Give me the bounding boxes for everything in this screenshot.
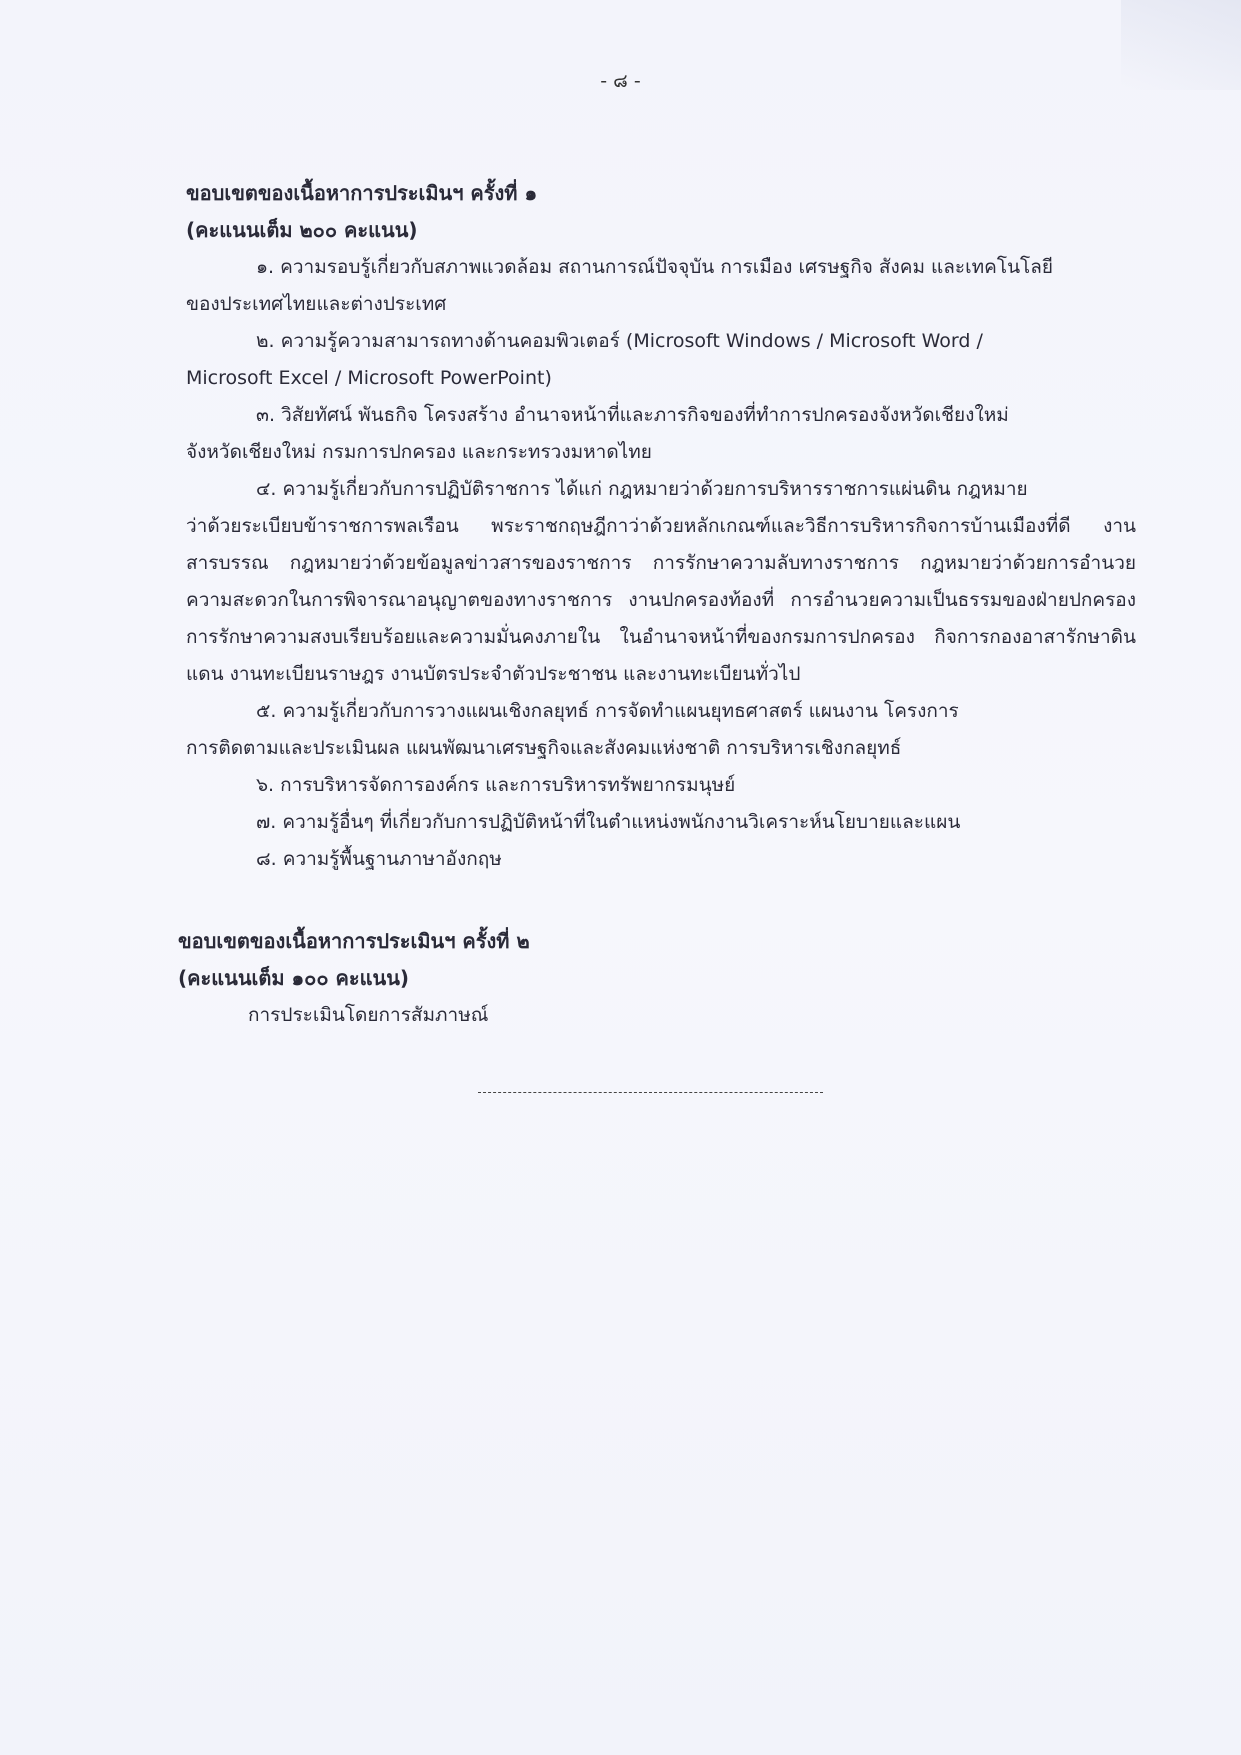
item-4-first: ๔. ความรู้เกี่ยวกับการปฏิบัติราชการ ได้แก่ กฎหมายว่าด้วยการบริหารราชการแผ่นดิน กฎหมาย xyxy=(256,478,1028,500)
section-2-score: (คะแนนเต็ม ๑๐๐ คะแนน) xyxy=(178,966,410,990)
item-1-first: ๑. ความรอบรู้เกี่ยวกับสภาพแวดล้อม สถานการณ์ปัจจุบัน การเมือง เศรษฐกิจ สังคม และเทคโนโลยี xyxy=(256,256,1054,278)
item-3-first: ๓. วิสัยทัศน์ พันธกิจ โครงสร้าง อำนาจหน้าที่และภารกิจของที่ทำการปกครองจังหวัดเชียงใหม่ xyxy=(256,404,1009,426)
section-1-score: (คะแนนเต็ม ๒๐๐ คะแนน) xyxy=(186,218,418,242)
list-item xyxy=(186,323,1136,397)
item-6-first: ๖. การบริหารจัดการองค์กร และการบริหารทรัพยากรมนุษย์ xyxy=(256,774,736,796)
item-2-first: ๒. ความรู้ความสามารถทางด้านคอมพิวเตอร์ (Microsoft Windows / Microsoft Word / xyxy=(256,330,983,352)
item-4-rest: ว่าด้วยระเบียบข้าราชการพลเรือน พระราชกฤษฎีกาว่าด้วยหลักเกณฑ์และวิธีการบริหารกิจการบ้านเมืองที่ดี งานสารบรรณ กฎหมายว่าด้วยข้อมูลข่าวสารของราชการ การรักษาความลับทางราชการ กฎหมายว่าด้วยการอำนวยความสะดวกในการพิจารณาอนุญาตของทางราชการ งานปกครองท้องที่ การอำนวยความเป็นธรรมของฝ่ายปกครอง การรักษาความสงบเรียบร้อยและความมั่นคงภายใน ในอำนาจหน้าที่ของกรมการปกครอง กิจการกองอาสารักษาดินแดน งานทะเบียนราษฎร งานบัตรประจำตัวประชาชน และงานทะเบียนทั่วไป xyxy=(186,515,1136,685)
list-item xyxy=(186,397,1136,471)
item-2-rest: Microsoft Excel / Microsoft PowerPoint) xyxy=(186,367,552,389)
item-1-rest: ของประเทศไทยและต่างประเทศ xyxy=(186,293,447,315)
end-divider xyxy=(478,1092,823,1093)
list-item xyxy=(186,841,1136,878)
section-round-2 xyxy=(178,923,1128,1034)
section-round-1 xyxy=(186,175,1136,878)
list-item xyxy=(186,471,1136,693)
list-item xyxy=(186,767,1136,804)
list-item xyxy=(186,804,1136,841)
page-number: - ๘ - xyxy=(600,70,641,92)
list-item xyxy=(186,693,1136,767)
section-1-title: ขอบเขตของเนื้อหาการประเมินฯ ครั้งที่ ๑ xyxy=(186,181,538,205)
item-8-first: ๘. ความรู้พื้นฐานภาษาอังกฤษ xyxy=(256,848,502,870)
item-7-first: ๗. ความรู้อื่นๆ ที่เกี่ยวกับการปฏิบัติหน้าที่ในตำแหน่งพนักงานวิเคราะห์นโยบายและแผน xyxy=(256,811,961,833)
item-5-rest: การติดตามและประเมินผล แผนพัฒนาเศรษฐกิจและสังคมแห่งชาติ การบริหารเชิงกลยุทธ์ xyxy=(186,737,902,759)
list-item xyxy=(186,249,1136,323)
section-2-method: การประเมินโดยการสัมภาษณ์ xyxy=(248,1004,489,1026)
section-2-title: ขอบเขตของเนื้อหาการประเมินฯ ครั้งที่ ๒ xyxy=(178,929,530,953)
item-3-rest: จังหวัดเชียงใหม่ กรมการปกครอง และกระทรวงมหาดไทย xyxy=(186,441,652,463)
item-5-first: ๕. ความรู้เกี่ยวกับการวางแผนเชิงกลยุทธ์ การจัดทำแผนยุทธศาสตร์ แผนงาน โครงการ xyxy=(256,700,959,722)
